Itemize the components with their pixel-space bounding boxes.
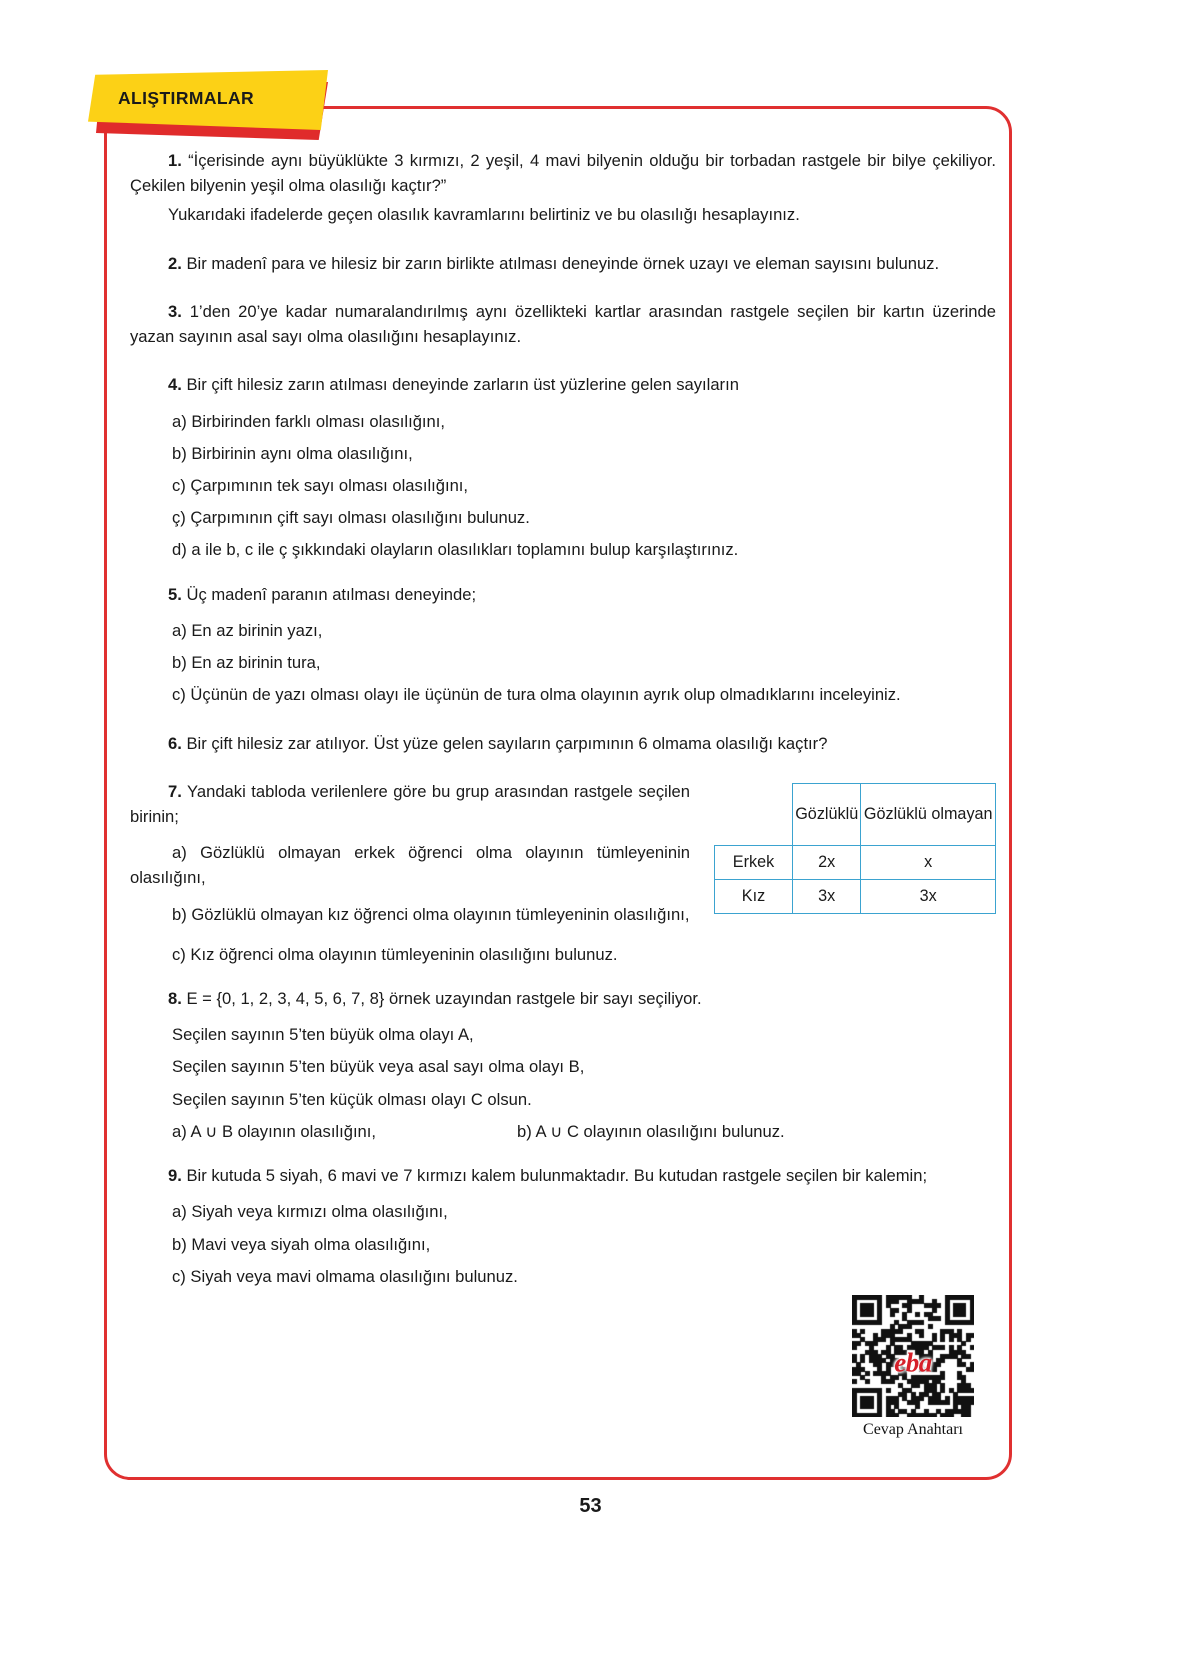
question-2-number: 2. <box>168 253 182 273</box>
question-8-sub-a: a) A ∪ B olayının olasılığını, <box>172 1121 377 1141</box>
table-cell-male-glasses: 2x <box>793 845 861 879</box>
question-8-line-a: Seçilen sayının 5’ten büyük olma olayı A, <box>172 1025 474 1045</box>
question-5 <box>130 582 996 607</box>
question-7-text: Yandaki tabloda verilenlere göre bu grup arasından rastgele seçilen birinin; <box>130 781 690 826</box>
table-cell-female-no-glasses: 3x <box>861 879 996 913</box>
qr-caption: Cevap Anahtarı <box>863 1421 963 1438</box>
question-4-sub-c-cedilla: ç) Çarpımının çift sayı olması olasılığını bulunuz. <box>172 508 530 528</box>
question-7-text-column <box>130 779 690 927</box>
question-2-text: Bir madenî para ve hilesiz bir zarın birlikte atılması deneyinde örnek uzayı ve eleman sayısını bulunuz. <box>186 253 940 273</box>
question-9-sub-a: a) Siyah veya kırmızı olma olasılığını, <box>172 1202 448 1222</box>
question-1-followup: Yukarıdaki ifadelerde geçen olasılık kavramlarını belirtiniz ve bu olasılığı hesaplayınız. <box>168 205 800 225</box>
question-5-text: Üç madenî paranın atılması deneyinde; <box>186 584 477 604</box>
question-5-sub-b: b) En az birinin tura, <box>172 653 321 673</box>
question-7-sub-c: c) Kız öğrenci olma olayının tümleyeninin olasılığını bulunuz. <box>172 944 618 964</box>
question-1 <box>130 148 996 198</box>
question-5-sub-c: c) Üçünün de yazı olması olayı ile üçünün de tura olma olayının ayrık olup olmadıklarını inceleyiniz. <box>172 685 901 705</box>
question-9 <box>130 1163 996 1188</box>
table-body <box>715 845 996 913</box>
table-cell-male-no-glasses: x <box>861 845 996 879</box>
question-8-text: E = {0, 1, 2, 3, 4, 5, 6, 7, 8} örnek uzayından rastgele bir sayı seçiliyor. <box>186 989 702 1009</box>
table-row-header-female: Kız <box>715 879 793 913</box>
question-8 <box>130 986 996 1011</box>
question-7-sub-b: b) Gözlüklü olmayan kız öğrenci olma olayının tümleyeninin olasılığını, <box>172 904 690 924</box>
table-header-row <box>715 783 996 845</box>
question-4-sub-c: c) Çarpımının tek sayı olması olasılığını, <box>172 475 469 495</box>
table-cell-female-glasses: 3x <box>793 879 861 913</box>
table-corner-cell <box>715 783 793 845</box>
table-head <box>715 783 996 845</box>
question-4-sub-d: d) a ile b, c ile ç şıkkındaki olayların olasılıkları toplamını bulup karşılaştırınız. <box>172 540 739 560</box>
table-row-header-male: Erkek <box>715 845 793 879</box>
question-7-block <box>130 779 996 927</box>
question-9-sub-c: c) Siyah veya mavi olmama olasılığını bulunuz. <box>172 1266 518 1286</box>
table-col-header-no-glasses: Gözlüklü olmayan <box>861 783 996 845</box>
question-6 <box>130 731 996 756</box>
table-row <box>715 879 996 913</box>
question-2 <box>130 251 996 276</box>
question-9-number: 9. <box>168 1166 182 1186</box>
data-table <box>714 783 996 914</box>
question-1-text: “İçerisinde aynı büyüklükte 3 kırmızı, 2 yeşil, 4 mavi bilyenin olduğu bir torbadan rastgele bir bilye çekiliyor. Çekilen bilyenin yeşil olma olasılığı kaçtır?” <box>130 151 996 196</box>
question-6-text: Bir çift hilesiz zar atılıyor. Üst yüze gelen sayıların çarpımının 6 olmama olasılığı kaçtır? <box>186 733 828 753</box>
question-8-line-b: Seçilen sayının 5’ten büyük veya asal sayı olma olayı B, <box>172 1057 585 1077</box>
question-4-number: 4. <box>168 375 182 395</box>
question-5-sub-a: a) En az birinin yazı, <box>172 620 323 640</box>
answer-key-qr-block[interactable] <box>845 1295 981 1439</box>
question-8-options-row <box>130 1119 996 1144</box>
glasses-gender-table <box>714 783 996 914</box>
question-4 <box>130 372 996 397</box>
question-3-text: 1’den 20’ye kadar numaralandırılmış aynı özellikteki kartlar arasından rastgele seçilen bir kartın üzerinde yazan sayının asal sayı olma olasılığını hesaplayınız. <box>130 301 996 347</box>
question-7-sub-a: a) Gözlüklü olmayan erkek öğrenci olma olayının tümleyeninin olasılığını, <box>130 843 690 888</box>
question-4-sub-b: b) Birbirinin aynı olma olasılığını, <box>172 443 413 463</box>
question-9-sub-b: b) Mavi veya siyah olma olasılığını, <box>172 1234 431 1254</box>
exercises-content <box>130 148 996 1289</box>
question-3-number: 3. <box>168 301 182 321</box>
question-7-number: 7. <box>168 781 182 801</box>
question-3 <box>130 299 996 349</box>
question-6-number: 6. <box>168 733 182 753</box>
question-8-line-c: Seçilen sayının 5’ten küçük olması olayı C olsun. <box>172 1089 532 1109</box>
table-row <box>715 845 996 879</box>
page-number: 53 <box>579 1495 602 1517</box>
question-4-text: Bir çift hilesiz zarın atılması deneyinde zarların üst yüzlerine gelen sayıların <box>186 375 739 395</box>
eba-logo: eba <box>894 1347 932 1378</box>
question-4-sub-a: a) Birbirinden farklı olması olasılığını, <box>172 411 445 431</box>
banner-title: ALIŞTIRMALAR <box>118 88 255 108</box>
question-8-sub-b: b) A ∪ C olayının olasılığını bulunuz. <box>517 1121 785 1141</box>
question-7 <box>130 779 690 829</box>
question-5-number: 5. <box>168 584 182 604</box>
qr-code-icon[interactable] <box>852 1295 974 1417</box>
question-9-text: Bir kutuda 5 siyah, 6 mavi ve 7 kırmızı kalem bulunmaktadır. Bu kutudan rastgele seçilen bir kalemin; <box>186 1166 928 1186</box>
question-8-number: 8. <box>168 989 182 1009</box>
question-1-number: 1. <box>168 151 182 170</box>
table-col-header-glasses: Gözlüklü <box>793 783 861 845</box>
section-banner <box>88 70 388 140</box>
